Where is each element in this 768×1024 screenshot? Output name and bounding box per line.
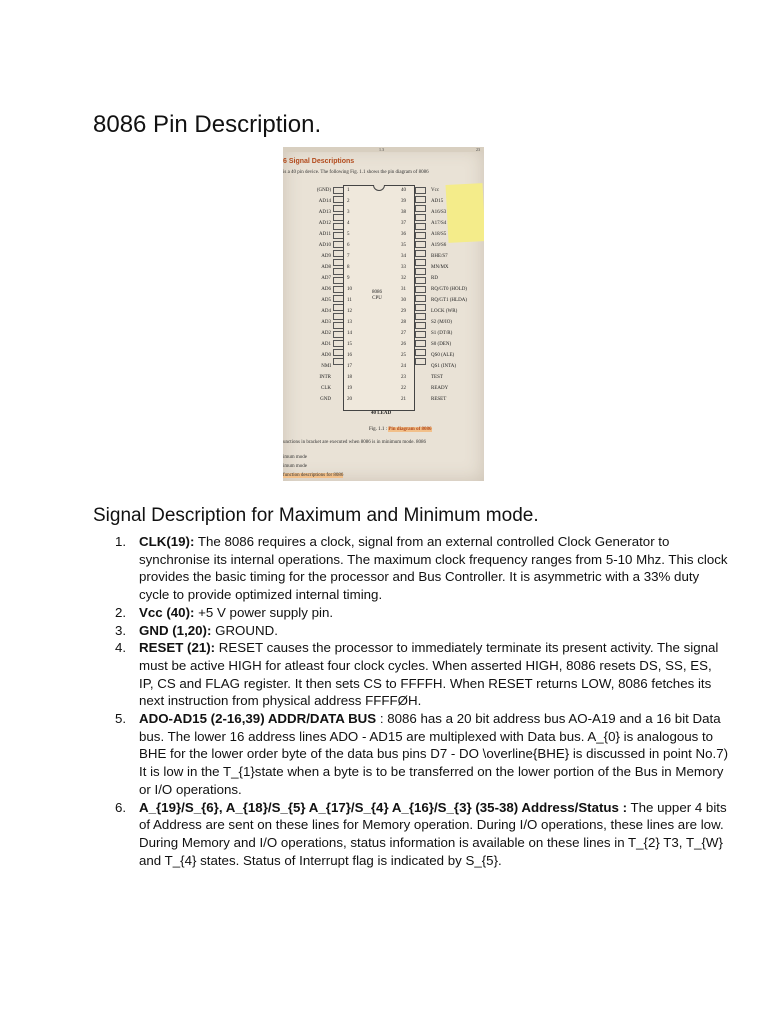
photo-section-title: 6 Signal Descriptions: [283, 158, 355, 165]
chip-notch: [373, 185, 385, 191]
pin-number: 2: [347, 199, 350, 204]
pin-label: RQ/GT1 (HLDA): [431, 298, 467, 303]
signal-item-name: GND (1,20):: [139, 622, 212, 638]
pin-label: AD3: [321, 320, 331, 325]
pin-label: A18/S5: [431, 232, 447, 237]
pin-label: TEST: [431, 375, 443, 380]
pin-label: QS1 (INTA): [431, 364, 457, 369]
pin-label: (GND): [316, 188, 331, 193]
pin-stub: [415, 304, 426, 311]
chip-label-line: 8086: [372, 290, 382, 295]
pin-number: 30: [401, 298, 406, 303]
signal-item-description: RESET causes the processor to immediately terminate its present activity. The signal must be active HIGH for atleast four clock cycles. When asserted HIGH, 8086 resets DS, SS, ES, IP, CS and FLAG register. It then sets CS to FFFFH. When RESET returns LOW, 8086 fetches its next instruction from physical address FFFFØH.: [139, 640, 719, 709]
pin-label: LOCK (WR): [431, 309, 458, 314]
pin-number: 34: [401, 254, 406, 259]
pin-stub: [415, 259, 426, 266]
signal-item-description: The upper 4 bits of Address are sent on these lines for Memory operation. During I/O operations, these lines are low. During Memory and I/O operations, status information is available on these lines in T_{2} T3, T_{W} and T_{4} states. Status of Interrupt flag is indicated by S_{5}.: [139, 799, 727, 868]
pin-number: 1: [347, 188, 350, 193]
pin-number: 8: [347, 265, 350, 270]
pin-stub: [415, 349, 426, 356]
pin-label: NMI: [321, 364, 331, 369]
pin-number: 35: [401, 243, 406, 248]
pin-stub: [415, 295, 426, 302]
pin-stub: [415, 196, 426, 203]
pin-number: 3: [347, 210, 350, 215]
pin-number: 19: [347, 386, 352, 391]
lead-label: 40 LEAD: [371, 411, 392, 416]
pin-label: QS0 (ALE): [431, 353, 455, 358]
pin-label: BHE/S7: [431, 254, 448, 259]
pin-diagram-photo: [283, 147, 484, 481]
pin-number: 5: [347, 232, 350, 237]
pin-stub: [415, 322, 426, 329]
pin-number: 32: [401, 276, 406, 281]
pin-number: 10: [347, 287, 352, 292]
photo-page-number-right: 23: [476, 147, 480, 152]
pin-label: RQ/GT0 (HOLD): [431, 287, 467, 292]
pin-label: A17/S4: [431, 221, 447, 226]
signal-list: [93, 533, 729, 869]
pin-label: AD14: [318, 199, 331, 204]
pin-label: AD12: [318, 221, 331, 226]
pin-label: AD8: [321, 265, 331, 270]
pin-label: AD7: [321, 276, 331, 281]
pin-number: 23: [401, 375, 406, 380]
caption-highlight: Pin diagram of 8086: [388, 427, 432, 432]
pin-number: 26: [401, 342, 406, 347]
pin-label: GND: [320, 397, 331, 402]
signal-item-name: Vcc (40):: [139, 604, 195, 620]
photo-footer-line: function descriptions for 8086: [283, 473, 344, 478]
pin-label: S0 (DEN): [431, 342, 452, 347]
pin-label: A19/S6: [431, 243, 447, 248]
signal-item: [115, 604, 729, 622]
pin-label: RESET: [431, 397, 447, 402]
signal-item-number: 4.: [115, 640, 127, 656]
pin-number: 18: [347, 375, 352, 380]
pin-stub: [415, 205, 426, 212]
chip-label: [372, 290, 382, 302]
pin-stub: [415, 331, 426, 338]
signal-item: [115, 710, 729, 799]
pin-number: 4: [347, 221, 350, 226]
pin-stub: [415, 340, 426, 347]
pin-number: 33: [401, 265, 406, 270]
pin-label: AD15: [431, 199, 444, 204]
pin-stub: [415, 187, 426, 194]
section-heading: Signal Description for Maximum and Minimum mode.: [93, 505, 539, 526]
chip-label-line: CPU: [372, 296, 382, 301]
signal-item-number: 3.: [115, 622, 127, 638]
pin-label: A16/S3: [431, 210, 447, 215]
pin-stub: [415, 241, 426, 248]
pin-label: AD9: [321, 254, 331, 259]
pin-label: AD10: [318, 243, 331, 248]
pin-number: 27: [401, 331, 406, 336]
pin-number: 40: [401, 188, 406, 193]
signal-item: [115, 799, 729, 870]
pin-number: 15: [347, 342, 352, 347]
signal-item-number: 1.: [115, 534, 127, 549]
signal-item-description: The 8086 requires a clock, signal from an external controlled Clock Generator to synchronise its internal operations. The maximum clock frequency ranges from 5-10 Mhz. This clock provides the basic timing for the processor and Bus Controller. It is asymmetric with a 33% duty cycle to provide optimized internal timing.: [139, 534, 728, 603]
pin-number: 13: [347, 320, 352, 325]
pin-label: MN/MX: [431, 265, 449, 270]
pin-number: 7: [347, 254, 350, 259]
pin-label: RD: [431, 276, 438, 281]
pin-stub: [415, 277, 426, 284]
pin-label: AD0: [321, 353, 331, 358]
signal-item-description: +5 V power supply pin.: [194, 604, 334, 620]
signal-item-name: RESET (21):: [139, 640, 216, 656]
pin-stub: [415, 232, 426, 239]
pin-number: 14: [347, 331, 352, 336]
pin-stub: [415, 286, 426, 293]
signal-item: [115, 533, 729, 604]
pin-number: 16: [347, 353, 352, 358]
pin-number: 25: [401, 353, 406, 358]
pin-stub: [415, 268, 426, 275]
signal-item-description: GROUND.: [211, 622, 278, 638]
pin-label: AD13: [318, 210, 331, 215]
right-pin-labels: [431, 185, 467, 405]
pin-number: 38: [401, 210, 406, 215]
signal-item-number: 2.: [115, 604, 127, 620]
pin-number: 29: [401, 309, 406, 314]
pin-number: 12: [347, 309, 352, 314]
pin-stub: [415, 250, 426, 257]
signal-item-name: ADO-AD15 (2-16,39) ADDR/DATA BUS: [139, 711, 377, 727]
pin-label: Vcc: [431, 188, 440, 193]
pin-number: 21: [401, 397, 406, 402]
pin-number: 28: [401, 320, 406, 325]
left-pin-numbers: [347, 185, 352, 405]
left-pin-labels: [301, 185, 331, 405]
pin-label: CLK: [321, 386, 331, 391]
pin-number: 39: [401, 199, 406, 204]
photo-footer-line: imum mode: [283, 464, 308, 469]
pin-number: 9: [347, 276, 350, 281]
pin-label: AD11: [318, 232, 331, 237]
page-title: 8086 Pin Description.: [93, 111, 322, 138]
pin-stub: [415, 214, 426, 221]
pin-label: INTR: [319, 375, 331, 380]
pin-label: AD6: [321, 287, 331, 292]
pin-label: S2 (M/IO): [431, 320, 452, 325]
pin-number: 37: [401, 221, 406, 226]
pin-stub: [415, 358, 426, 365]
pin-number: 31: [401, 287, 406, 292]
right-pin-stubs: [415, 185, 426, 367]
pin-label: AD2: [321, 331, 331, 336]
signal-item-number: 5.: [115, 711, 127, 727]
signal-item-description: : 8086 has a 20 bit address bus AO-A19 and a 16 bit Data bus. The lower 16 address lines ADO - AD15 are multiplexed with Data bus. A_{0} is analogous to BHE for the lower order byte of the data bus pins D7 - DO \overline{BHE} is discussed in point No.7) It is low in the T_{1}state when a byte is to be transferred on the lower portion of the Bus in Memory or I/O operations.: [139, 711, 729, 797]
pin-number: 20: [347, 397, 352, 402]
pin-label: READY: [431, 386, 449, 391]
caption-prefix: Fig. 1.1 :: [369, 427, 388, 432]
pin-stub: [415, 223, 426, 230]
photo-footer-line: unctions in bracket are executed when 8086 is in minimum mode. 8086: [283, 440, 427, 445]
signal-item: [115, 639, 729, 710]
signal-item-name: A_{19}/S_{6}, A_{18}/S_{5} A_{17}/S_{4} A_{16}/S_{3} (35-38) Address/Status :: [139, 799, 628, 815]
pin-label: AD5: [321, 298, 331, 303]
photo-page-number: 1.3: [379, 147, 384, 152]
photo-intro-text: is a 40 pin device. The following Fig. 1.1 shows the pin diagram of 8086: [283, 170, 429, 175]
pin-number: 11: [347, 298, 352, 303]
signal-item-number: 6.: [115, 799, 127, 815]
pin-number: 22: [401, 386, 406, 391]
right-pin-numbers: [401, 185, 406, 405]
pin-number: 36: [401, 232, 406, 237]
pin-number: 17: [347, 364, 352, 369]
signal-item-name: CLK(19):: [139, 534, 195, 549]
pin-label: AD4: [321, 309, 331, 314]
pin-label: S1 (DT/R): [431, 331, 453, 336]
signal-item: [115, 622, 729, 640]
photo-footer-line: imum mode: [283, 455, 308, 460]
pin-label: AD1: [321, 342, 331, 347]
pin-stub: [415, 313, 426, 320]
figure-caption: [369, 427, 432, 432]
pin-number: 24: [401, 364, 406, 369]
pin-number: 6: [347, 243, 350, 248]
